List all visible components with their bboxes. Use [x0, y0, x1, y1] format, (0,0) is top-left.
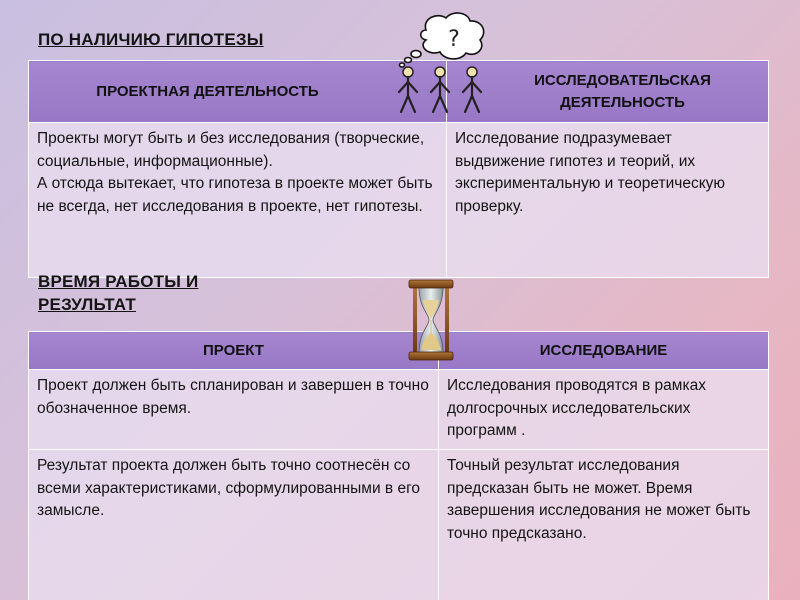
- cell-project-result: Результат проекта должен быть точно соотнесён со всеми характеристиками, сформулированными в его замысле.: [29, 450, 439, 600]
- hourglass-icon: [407, 278, 455, 362]
- question-mark: ?: [448, 27, 460, 52]
- cell-paragraph: Проекты могут быть и без исследования (творческие, социальные, информационные).: [37, 130, 425, 170]
- header-project-activity: ПРОЕКТНАЯ ДЕЯТЕЛЬНОСТЬ: [29, 61, 447, 123]
- section-title-time-result: ВРЕМЯ РАБОТЫ И РЕЗУЛЬТАТ: [38, 272, 199, 314]
- time-result-table: [28, 331, 769, 600]
- header-research-activity: ИССЛЕДОВАТЕЛЬСКАЯ ДЕЯТЕЛЬНОСТЬ: [447, 61, 769, 123]
- cell-project-hypothesis: [29, 123, 447, 278]
- cell-research-result: Точный результат исследования предсказан быть не может. Время завершения исследования не может быть точно предсказано.: [439, 450, 769, 600]
- thinking-people-question-icon: [388, 8, 498, 120]
- cell-project-time: Проект должен быть спланирован и завершен в точно обозначенное время.: [29, 370, 439, 450]
- cell-research-time: Исследования проводятся в рамках долгосрочных исследовательских программ .: [439, 370, 769, 450]
- section-title-hypothesis: ПО НАЛИЧИЮ ГИПОТЕЗЫ: [38, 30, 264, 49]
- cell-paragraph: А отсюда вытекает, что гипотеза в проекте может быть не всегда, нет исследования в проекте, нет гипотезы.: [37, 175, 433, 215]
- header-research: ИССЛЕДОВАНИЕ: [439, 332, 769, 370]
- table-header-row: [29, 332, 769, 370]
- table-row: [29, 450, 769, 600]
- header-project: ПРОЕКТ: [29, 332, 439, 370]
- cell-research-hypothesis: Исследование подразумевает выдвижение гипотез и теорий, их экспериментальную и теоретическую проверку.: [447, 123, 769, 278]
- table-row: [29, 370, 769, 450]
- table-row: [29, 123, 769, 278]
